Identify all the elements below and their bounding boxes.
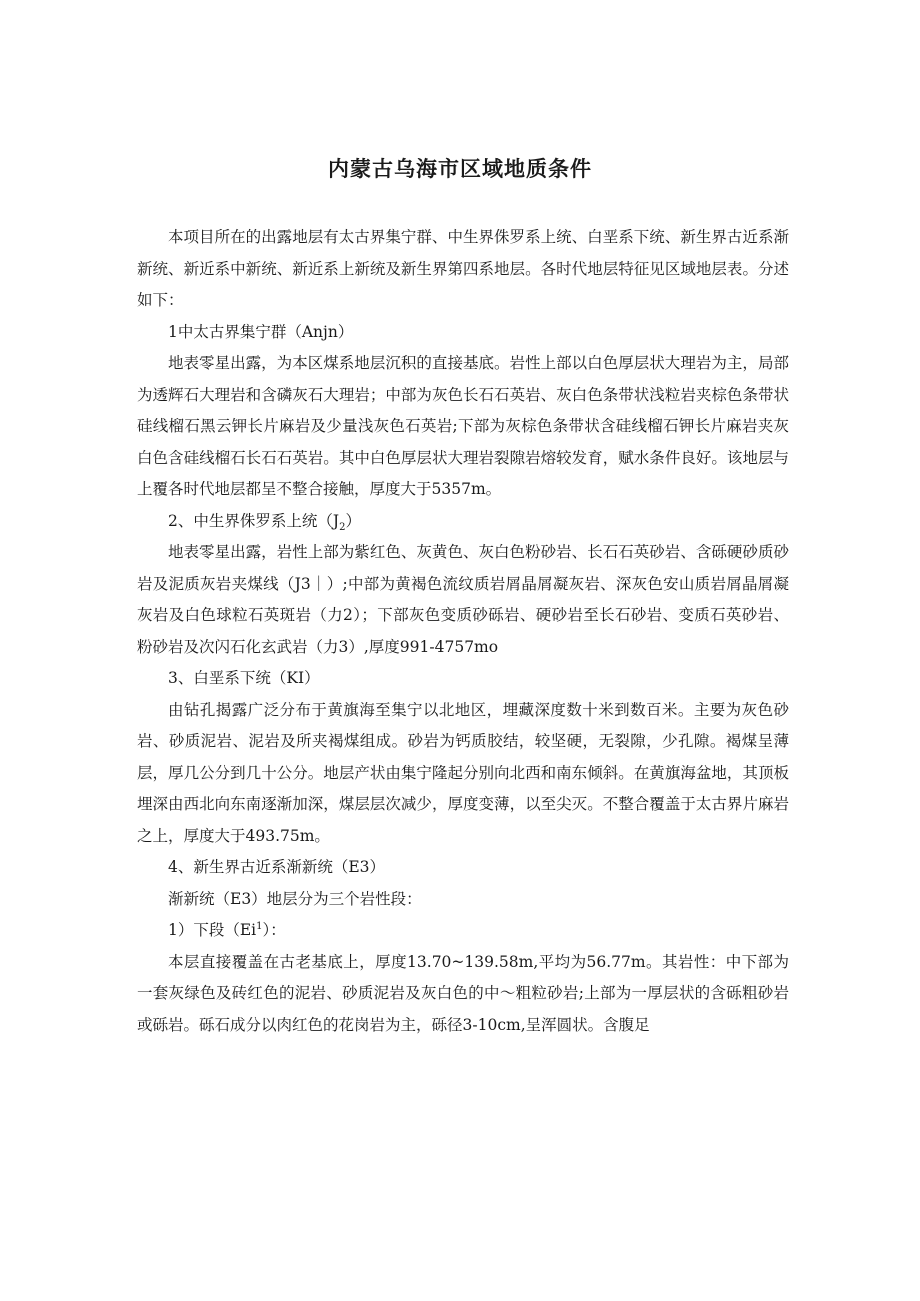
document-title: 内蒙古乌海市区域地质条件 [328,157,592,181]
section-3-heading: 3、白垩系下统（KI） [168,669,320,687]
section-1-paragraph: 地表零星出露，为本区煤系地层沉积的直接基底。岩性上部以白色厚层状大理岩为主，局部为透辉石大理岩和含磷灰石大理岩；中部为灰色长石石英岩、灰白色条带状浅粒岩夹棕色条带状硅线榴石黑云钾长片麻岩及少量浅灰色石英岩;下部为灰棕色条带状含硅线榴石钾长片麻岩夹灰白色含硅线榴石长石石英岩。其中白色厚层状大理岩裂隙岩熔较发育，赋水条件良好。该地层与上覆各时代地层都呈不整合接触，厚度大于5357m。 [137,354,789,498]
section-2-heading-text: 2、中生界侏罗系上统（J [168,511,340,530]
intro-paragraph: 本项目所在的出露地层有太古界集宁群、中生界侏罗系上统、白垩系下统、新生界古近系渐新统、新近系中新统、新近系上新统及新生界第四系地层。各时代地层特征见区域地层表。分述如下： [137,228,789,309]
section-4-intro: 渐新统（E3）地层分为三个岩性段： [168,889,422,908]
section-2-heading-subscript: 2 [339,521,346,533]
subheading-lower-text: 1）下段（Ei [168,921,257,939]
section-4-lower-paragraph: 本层直接覆盖在古老基底上，厚度13.70~139.58m,平均为56.77m。其岩性：中下部为一套灰绿色及砖红色的泥岩、砂质泥岩及灰白色的中～粗粒砂岩;上部为一厚层状的含砾粗砂岩或砾岩。砾石成分以肉红色的花岗岩为主，砾径3-10cm,呈浑圆状。含腹足 [137,952,789,1034]
section-4-heading: 4、新生界古近系渐新统（E3） [168,858,386,876]
subheading-lower-close: ）： [262,921,286,939]
document-body [137,222,789,1041]
section-2-heading-close: ） [345,511,361,530]
section-2-paragraph: 地表零星出露，岩性上部为紫红色、灰黄色、灰白色粉砂岩、长石石英砂岩、含砾硬砂质砂岩及泥质灰岩夹煤线（J3｜）;中部为黄褐色流纹质岩屑晶屑凝灰岩、深灰色安山质岩屑晶屑凝灰岩及白色球粒石英斑岩（力2）；下部灰色变质砂砾岩、硬砂岩至长石砂岩、变质石英砂岩、粉砂岩及次闪石化玄武岩（力3）,厚度991-4757mo [137,543,789,656]
section-4-subheading-lower [137,915,789,947]
section-2-heading [137,506,789,538]
section-1-heading: 1中太古界集宁群（Anjn） [168,322,354,341]
subheading-lower-superscript: 1 [256,920,263,932]
section-3-paragraph: 由钻孔揭露广泛分布于黄旗海至集宁以北地区，埋藏深度数十米到数百米。主要为灰色砂岩、砂质泥岩、泥岩及所夹褐煤组成。砂岩为钙质胶结，较坚硬，无裂隙，少孔隙。褐煤呈薄层，厚几公分到几十公分。地层产状由集宁隆起分别向北西和南东倾斜。在黄旗海盆地，其顶板埋深由西北向东南逐渐加深，煤层层次减少，厚度变薄，以至尖灭。不整合覆盖于太古界片麻岩之上，厚度大于493.75m。 [137,700,789,845]
